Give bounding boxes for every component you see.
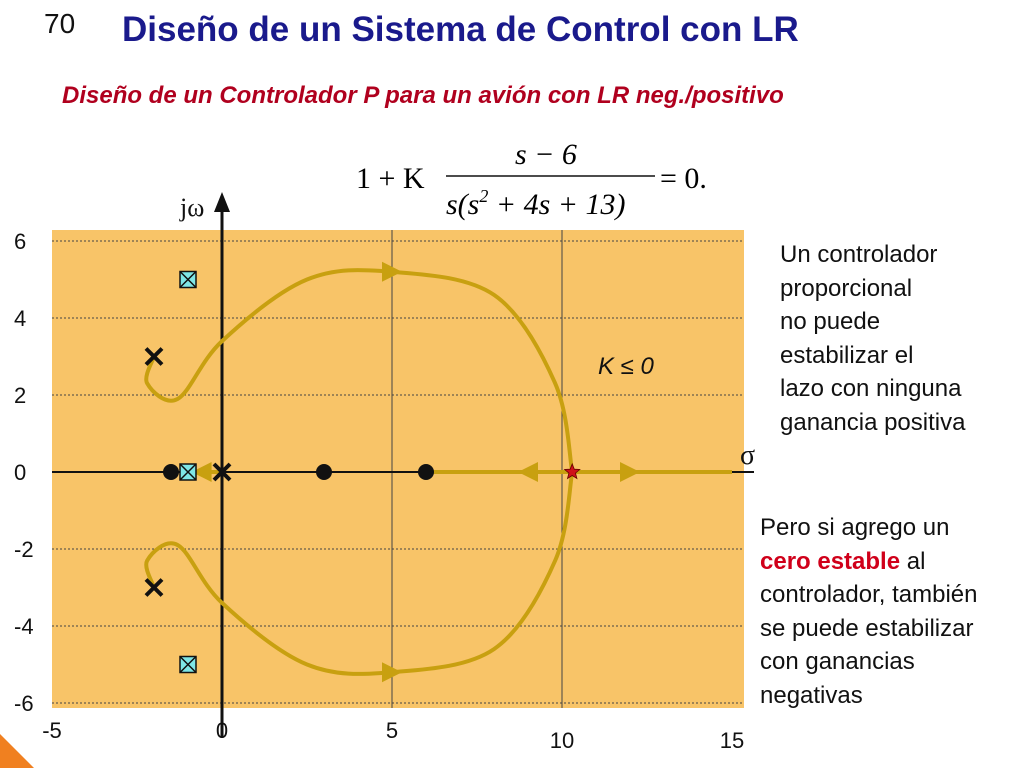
x-tick-label: 10 [549,728,575,753]
equation-numerator: s − 6 [515,138,577,171]
gain-annotation: K ≤ 0 [598,353,654,380]
x-tick-label: -5 [42,718,62,743]
note-top-line: lazo con ninguna [780,375,962,402]
slide-number: 70 [44,8,76,39]
equation-lhs: 1 + K [356,162,425,195]
equation-denominator-exp: 2 [479,186,489,206]
equation-rhs: = 0. [660,162,707,195]
note-top-line: proporcional [780,274,913,302]
y-tick-label: 2 [14,383,27,408]
note-bottom-line: negativas [760,681,863,709]
x-tick-label: 15 [719,728,745,753]
note-bottom [760,511,977,712]
note-bottom-line: con ganancias [760,648,915,675]
y-axis-arrowhead [214,192,230,212]
y-tick-label: -4 [14,614,34,639]
note-top-line: ganancia positiva [780,408,966,436]
x-axis-label: σ [740,440,756,471]
note-top [780,238,965,439]
equation-denominator-b: + 4s + 13) [488,188,626,221]
note-bottom-line [760,545,977,579]
note-bottom-rest: al [900,547,926,575]
locus-point [163,464,179,480]
y-tick-label: 6 [14,229,27,254]
x-tick-label: 0 [215,718,229,743]
slide-title: Diseño de un Sistema de Control con LR [122,10,799,49]
equation-denominator-a: s(s [446,188,480,221]
note-top-line: no puede [780,308,881,335]
locus-point [316,464,332,480]
y-tick-label: 0 [14,460,27,485]
locus-point [418,464,434,480]
note-top-line: estabilizar el [780,341,914,369]
x-tick-label: 5 [385,718,399,743]
corner-decoration [0,734,34,768]
slide-subtitle: Diseño de un Controlador P para un avión con LR neg./positivo [62,82,784,109]
note-bottom-line: se puede estabilizar [760,614,974,642]
y-tick-label: -2 [14,537,34,562]
y-tick-label: -6 [14,691,34,716]
plot-background [52,230,744,708]
y-tick-label: 4 [14,306,27,331]
note-bottom-line: controlador, también [760,581,978,608]
stable-zero-highlight: cero estable [760,547,901,575]
note-bottom-line: Pero si agrego un [760,514,950,541]
y-axis-label: jω [180,193,205,222]
note-top-line: Un controlador [780,241,938,268]
